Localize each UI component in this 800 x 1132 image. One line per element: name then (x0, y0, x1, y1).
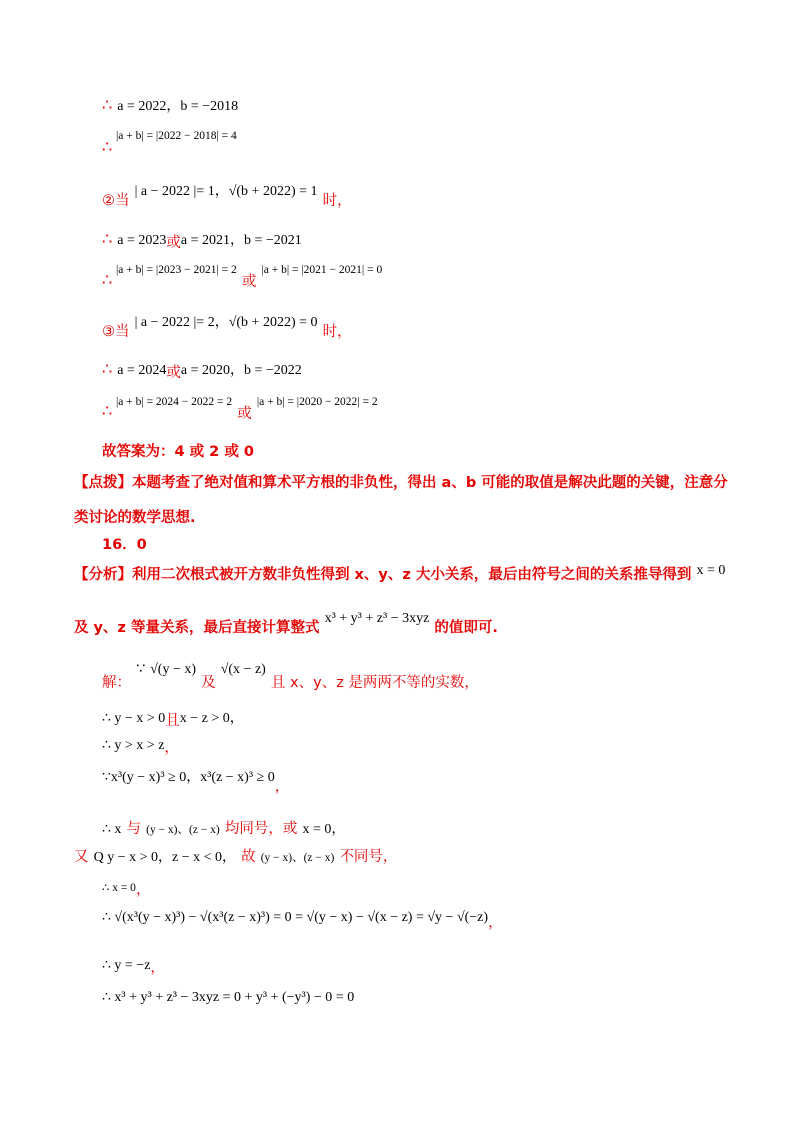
or-word: 或 (166, 235, 181, 251)
and-word: 且 (165, 713, 180, 729)
math-expression: x = 0， (302, 822, 346, 837)
analysis-line-1 (74, 563, 725, 584)
question-16-answer (102, 533, 147, 554)
line-abs-sum-2-or-0 (116, 257, 383, 290)
step-1 (102, 706, 244, 727)
step-7 (102, 905, 503, 931)
math-expression: ∴ x³ + y³ + z³ − 3xyz = 0 + y³ + (−y³) − 0 = 0 (102, 990, 355, 1005)
case-label: ②当 (102, 193, 130, 209)
therefore-symbol: ∴ (102, 95, 113, 114)
step-3 (102, 765, 290, 795)
analysis-text: 及 y、z 等量关系，最后直接计算整式 (74, 620, 320, 636)
case-suffix: 时， (322, 324, 352, 340)
math-expression: a = 2024 (117, 363, 167, 378)
punctuation: ， (164, 740, 179, 756)
step-text: 故 (241, 849, 256, 865)
answer-line (102, 440, 254, 461)
math-expression: (y − x)、(z − x) (260, 852, 335, 864)
punctuation: ， (488, 915, 503, 931)
math-expression: ∴ y = −z (102, 958, 151, 973)
math-expression: a = 2020，b = −2022 (180, 363, 302, 378)
math-expression: √(x − z) (220, 662, 266, 677)
math-expression: a = 2022，b = −2018 (117, 99, 239, 114)
math-expression: |a + b| = |2023 − 2021| = 2 (116, 264, 237, 276)
or-word: 或 (166, 365, 181, 381)
comment-text: 【点拨】本题考查了绝对值和算术平方根的非负性，得出 a、b 可能的取值是解决此题的关键，注意分 (74, 475, 728, 491)
comment-line-1 (74, 471, 728, 492)
math-expression: |a + b| = |2022 − 2018| = 4 (116, 130, 237, 142)
math-expression: | a − 2022 |= 2，√(b + 2022) = 0 (134, 315, 318, 330)
line-a-2023-2021 (102, 228, 302, 249)
line-a-2024-2020 (102, 358, 302, 379)
with-word: 与 (126, 821, 142, 837)
solution-text: 且 x、y、z 是两两不等的实数， (270, 675, 479, 691)
step-8 (102, 953, 165, 974)
line-abs-sum-2-or-2 (116, 389, 378, 422)
math-expression: ∴ y > x > z (102, 738, 165, 753)
case-label: ③当 (102, 324, 130, 340)
case-3-heading (102, 310, 352, 340)
therefore-line-2 (102, 137, 112, 156)
math-expression: ∴ x (102, 822, 122, 837)
step-5 (74, 845, 397, 866)
therefore-symbol: ∴ (102, 229, 113, 248)
math-expression: Q y − x > 0，z − x < 0， (93, 850, 236, 865)
step-text: 又 (74, 849, 89, 865)
step-4 (102, 817, 345, 838)
line-abs-sum-4 (116, 124, 237, 143)
case-suffix: 时， (322, 193, 352, 209)
step-9 (102, 986, 354, 1006)
punctuation: ， (274, 779, 290, 795)
math-expression: |a + b| = |2021 − 2021| = 0 (261, 264, 383, 276)
analysis-text: 的值即可. (434, 620, 498, 636)
solution-line (102, 657, 479, 691)
line-a-2022 (102, 95, 238, 115)
therefore-symbol: ∴ (102, 359, 113, 378)
step-text: 均同号，或 (224, 821, 298, 837)
or-word: 或 (237, 406, 252, 422)
math-expression: |a + b| = |2020 − 2022| = 2 (256, 396, 378, 408)
math-expression: ∴ √(x³(y − x)³) − √(x³(z − x)³) = 0 = √(y − x) − √(x − z) = √y − √(−z) (102, 910, 489, 925)
math-expression: x = 0 (696, 563, 726, 578)
step-6 (102, 875, 150, 896)
math-expression: ∵x³(y − x)³ ≥ 0，x³(z − x)³ ≥ 0 (102, 770, 275, 785)
therefore-line-5 (102, 270, 112, 289)
therefore-symbol: ∴ (102, 137, 113, 156)
analysis-line-2 (74, 606, 498, 636)
comment-line-2 (74, 506, 196, 527)
math-expression: ∴ x = 0 (102, 882, 136, 894)
step-text: 不同号， (339, 849, 398, 865)
math-expression: a = 2023 (117, 233, 167, 248)
math-expression: a = 2021，b = −2021 (180, 233, 302, 248)
math-expression: | a − 2022 |= 1，√(b + 2022) = 1 (134, 184, 318, 199)
therefore-line-8 (102, 401, 112, 420)
case-2-heading (102, 179, 352, 209)
question-number-answer: 16．0 (102, 537, 147, 553)
math-expression: |a + b| = 2024 − 2022 = 2 (116, 396, 233, 408)
comment-text: 类讨论的数学思想. (74, 510, 196, 526)
therefore-symbol: ∴ (102, 270, 113, 289)
math-expression: √(y − x) (150, 662, 197, 677)
step-2 (102, 733, 179, 754)
math-expression: x³ + y³ + z³ − 3xyz (324, 611, 430, 626)
punctuation: ， (135, 882, 151, 898)
punctuation: ， (150, 960, 165, 976)
and-word: 及 (201, 675, 216, 691)
analysis-text: 【分析】利用二次根式被开方数非负性得到 x、y、z 大小关系，最后由符号之间的关系推导得到 (74, 567, 692, 583)
math-expression: (y − x)、(z − x) (146, 824, 220, 836)
because-symbol: ∵ (136, 661, 146, 677)
solution-label: 解： (102, 675, 131, 691)
answer-text: 故答案为：4 或 2 或 0 (102, 444, 254, 460)
therefore-symbol: ∴ (102, 401, 113, 420)
math-expression: x − z > 0， (179, 711, 244, 726)
or-word: 或 (241, 274, 257, 290)
math-expression: ∴ y − x > 0 (102, 711, 166, 726)
